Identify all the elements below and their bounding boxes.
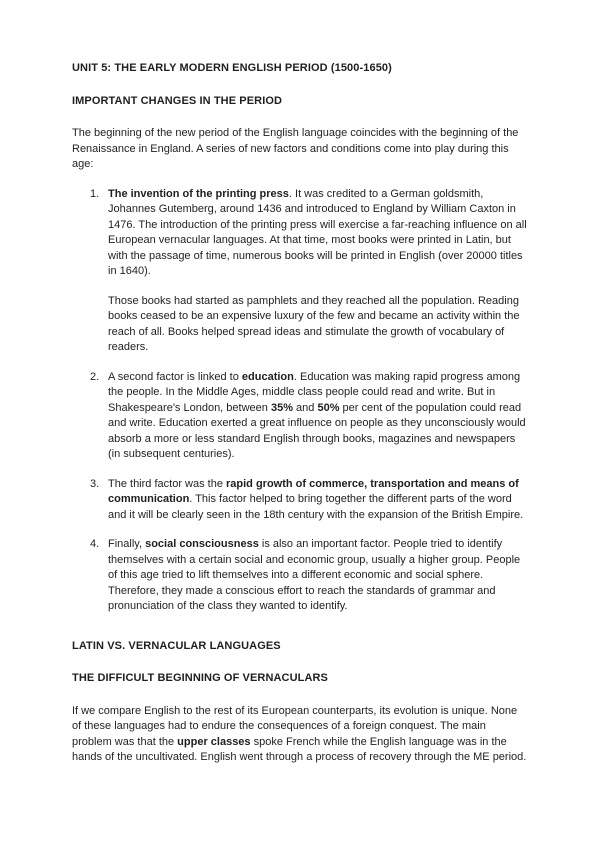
text-run: is also an important factor. People tried to identify themselves with a certain social and economic group, usually a higher group. People of this age tried to lift themselves into a different economic and social sphere. Therefore, they made a conscious effort to reach the standards of grammar and pronunciation of the class they wanted to identify. xyxy=(108,538,521,612)
list-item-text xyxy=(108,370,528,463)
bold-text-run: education xyxy=(241,370,294,383)
text-run: spoke French while the English language was in the hands of the uncultivated. English went through a process of recovery through the ME period. xyxy=(72,735,527,763)
text-run: A second factor is linked to xyxy=(108,370,242,383)
text-run: Those books had started as pamphlets and they reached all the population. Reading books ceased to be an expensive luxury of the few and became an activity within the reach of all. Books helped spread ideas and stimulate the growth of vocabulary of readers. xyxy=(108,294,520,353)
bold-text-run: upper classes xyxy=(177,735,251,748)
list-item xyxy=(90,477,528,524)
text-run: . Education was making rapid progress among the people. In the Middle Ages, middle class people could read and write. But in Shakespeare's London, between xyxy=(108,370,521,414)
list-item-number: 3. xyxy=(90,477,100,490)
list-item-text xyxy=(108,537,528,615)
paragraph xyxy=(72,126,528,173)
list-item-text xyxy=(108,477,528,524)
list-item-number: 2. xyxy=(90,370,100,383)
list-item-number: 1. xyxy=(90,187,100,200)
text-run: The third factor was the xyxy=(108,477,226,490)
section-heading xyxy=(72,671,528,687)
list-item-text xyxy=(108,187,528,280)
section-heading xyxy=(72,94,528,110)
text-run: and xyxy=(292,401,318,414)
list-continuation-paragraph xyxy=(108,294,528,356)
bold-text-run: UNIT 5: THE EARLY MODERN ENGLISH PERIOD (1500-1650) xyxy=(72,62,392,74)
text-run: If we compare English to the rest of its European counterparts, its evolution is unique. None of these languages had to endure the consequences of a foreign conquest. The main problem was that the xyxy=(72,704,518,748)
text-run: . It was credited to a German goldsmith, Johannes Gutemberg, around 1436 and introduced to England by William Caxton in 1476. The introduction of the printing press will exercise a far-reaching influence on all European vernacular languages. At that time, most books were printed in Latin, but with the passage of time, numerous books will be printed in English (over 20000 titles in 1640). xyxy=(108,187,527,277)
bold-text-run: LATIN VS. VERNACULAR LANGUAGES xyxy=(72,639,281,652)
text-run: The beginning of the new period of the English language coincides with the beginning of the Renaissance in England. A series of new factors and conditions come into play during this age: xyxy=(72,127,519,170)
bold-text-run: IMPORTANT CHANGES IN THE PERIOD xyxy=(72,94,283,107)
paragraph xyxy=(72,704,528,766)
section-heading xyxy=(72,61,528,77)
bold-text-run: 35% xyxy=(270,401,293,414)
section-heading xyxy=(72,639,528,655)
text-run: . This factor helped to bring together the different parts of the word and it will be clearly seen in the 18th century with the expansion of the British Empire. xyxy=(108,493,524,521)
list-item xyxy=(90,537,528,615)
list-item xyxy=(90,187,528,280)
text-run: per cent of the population could read and write. Education exerted a great influence on people as they unconsciously would absorb a more or less standard English through books, magazines and newspapers (in subsequent centuries). xyxy=(108,401,526,460)
bold-text-run: THE DIFFICULT BEGINNING OF VERNACULARS xyxy=(72,672,328,684)
bold-text-run: 50% xyxy=(317,401,340,414)
list-item-number: 4. xyxy=(90,538,100,550)
bold-text-run: social consciousness xyxy=(145,538,259,550)
bold-text-run: rapid growth of commerce, transportation and means of communication xyxy=(108,477,519,505)
text-run: Finally, xyxy=(108,538,146,550)
bold-text-run: The invention of the printing press xyxy=(108,187,289,200)
list-item xyxy=(90,370,528,463)
